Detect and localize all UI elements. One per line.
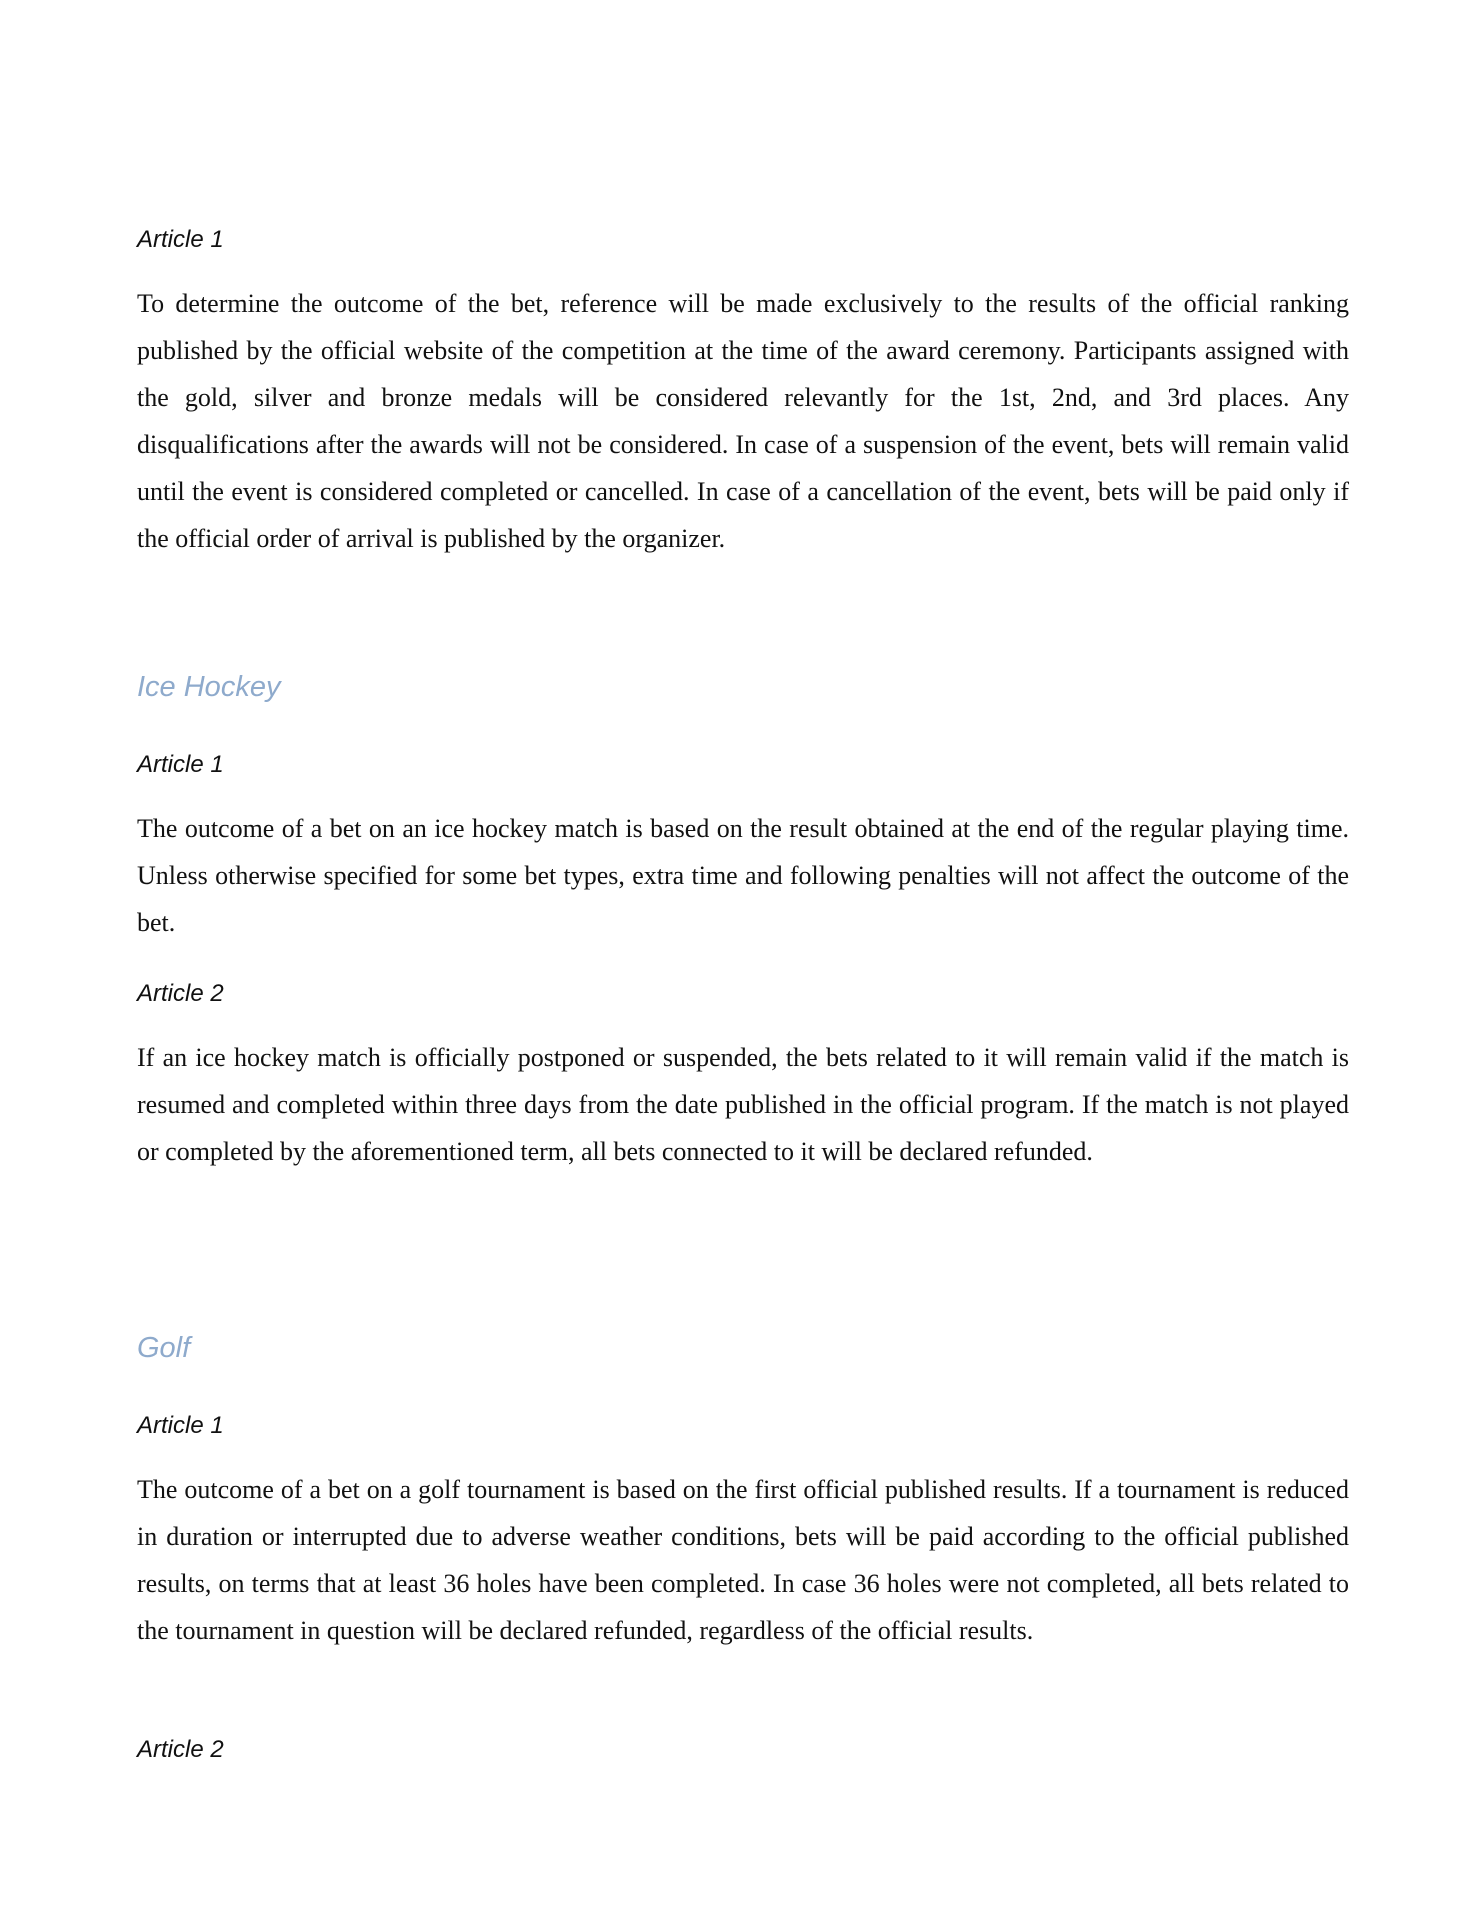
article-1-label: Article 1 [137,226,224,253]
golf-article-2-label: Article 2 [137,1736,224,1763]
ice-hockey-article-2-paragraph: If an ice hockey match is officially postponed or suspended, the bets related to it will remain valid if the match is resumed and completed within three days from the date published in the official program. If the match is not played or completed by the aforementioned term, all bets connected to it will be declared refunded. [137,1043,1349,1166]
golf-article-1-label: Article 1 [137,1412,224,1439]
ice-hockey-article-1-label: Article 1 [137,751,224,778]
ice-hockey-article-2-label: Article 2 [137,980,224,1007]
section-title-golf: Golf [137,1332,191,1364]
golf-article-1-paragraph: The outcome of a bet on a golf tournament is based on the first official published results. If a tournament is reduced in duration or interrupted due to adverse weather conditions, bets will be paid according to the official published results, on terms that at least 36 holes have been completed. In case 36 holes were not completed, all bets related to the tournament in question will be declared refunded, regardless of the official results. [137,1475,1349,1645]
section-title-ice-hockey: Ice Hockey [137,671,281,703]
ice-hockey-article-1-paragraph: The outcome of a bet on an ice hockey match is based on the result obtained at the end of the regular playing time. Unless otherwise specified for some bet types, extra time and following penalties will not affect the outcome of the bet. [137,814,1349,937]
article-1-paragraph: To determine the outcome of the bet, reference will be made exclusively to the results of the official ranking published by the official website of the competition at the time of the award ceremony. Participants assigned with the gold, silver and bronze medals will be considered relevantly for the 1st, 2nd, and 3rd places. Any disqualifications after the awards will not be considered. In case of a suspension of the event, bets will remain valid until the event is considered completed or cancelled. In case of a cancellation of the event, bets will be paid only if the official order of arrival is published by the organizer. [137,289,1349,553]
